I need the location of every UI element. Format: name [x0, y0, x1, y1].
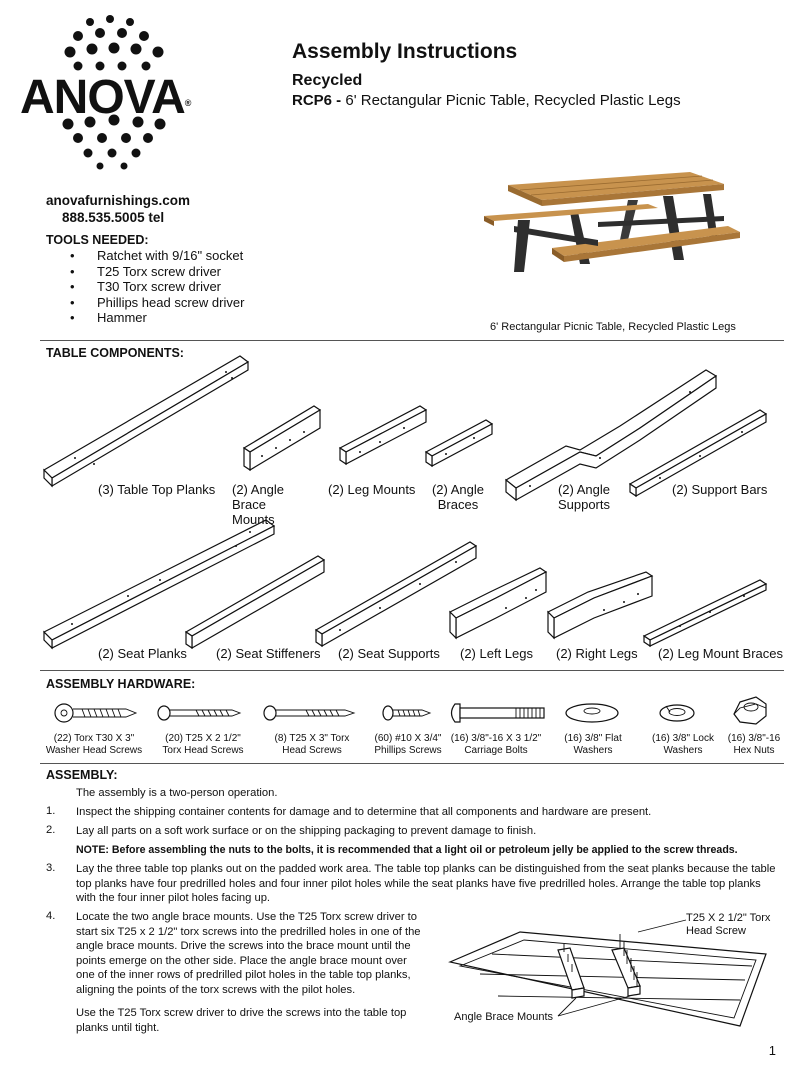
hardware-label: (16) 3/8"-16 Hex Nuts	[727, 733, 781, 756]
step-number: 4.	[46, 910, 56, 922]
component-label: (2) Support Bars	[672, 482, 768, 497]
hardware-label: (16) 3/8"-16 X 3 1/2" Carriage Bolts	[450, 733, 542, 756]
tool-item: • Hammer	[70, 310, 147, 325]
component-label: (2) Angle Supports	[557, 482, 611, 512]
component-label: (2) Angle Braces	[431, 482, 485, 512]
hardware-label: (22) Torx T30 X 3" Washer Head Screws	[45, 733, 143, 756]
hardware-label: (16) 3/8" Lock Washers	[652, 733, 714, 756]
website-link[interactable]: anovafurnishings.com	[46, 193, 191, 208]
hardware-label: (60) #10 X 3/4" Phillips Screws	[374, 733, 442, 756]
model-code: RCP6 -	[292, 92, 342, 109]
divider-hardware	[40, 763, 784, 764]
step-text: Lay the three table top planks out on the padded work area. The table top planks can be distinguished from the seat planks because the table top planks have four predrilled holes and four inner pilot holes while the seat planks have five predrilled holes. Arrange the table top planks with the four inner pilot holes facing up.	[76, 863, 776, 904]
lock-washer-icon	[660, 705, 694, 721]
step-text: Locate the two angle brace mounts. Use the T25 Torx screw driver to start six T25 x 2 1/2" torx screws into the predrilled holes in one of the angle brace mounts. Drive the screws into the brace mount until the points emerge on the other side. Place the angle brace mount over one of the inner rows of predrilled pilot holes in the table top planks, aligning the points of the torx screws with the pilot holes.	[76, 911, 421, 996]
component-label: (2) Seat Planks	[98, 646, 187, 661]
step-number: 2.	[46, 824, 56, 836]
tool-item: • Ratchet with 9/16" socket	[70, 248, 244, 263]
phillips-screw-icon	[383, 706, 430, 720]
model-desc: 6' Rectangular Picnic Table, Recycled Plastic Legs	[345, 92, 681, 109]
step-text: Inspect the shipping container contents for damage and to determine that all components and hardware are present.	[76, 806, 652, 818]
page-title: Assembly Instructions	[292, 40, 518, 63]
hardware-label: (20) T25 X 2 1/2" Torx Head Screws	[162, 733, 244, 756]
hardware-label: (16) 3/8" Flat Washers	[564, 733, 622, 756]
phone-number: 888.535.5005 tel	[62, 210, 165, 225]
component-label: (2) Angle Brace Mounts	[232, 482, 285, 527]
step-number: 1.	[46, 805, 56, 817]
torx-head-screw-long-icon	[264, 706, 354, 720]
step-text: Lay all parts on a soft work surface or on the shipping packaging to prevent damage to finish.	[76, 825, 537, 837]
diagram-label-screw: T25 X 2 1/2" Torx Head Screw	[686, 912, 771, 937]
assembly-note: NOTE: Before assembling the nuts to the bolts, it is recommended that a light oil or petroleum jelly be applied to the screw threads.	[76, 844, 738, 856]
component-label: (2) Leg Mount Braces	[658, 646, 784, 661]
components-heading: TABLE COMPONENTS:	[46, 346, 184, 360]
hex-nut-icon	[734, 697, 766, 724]
diagram-label-mounts: Angle Brace Mounts	[454, 1011, 554, 1023]
assembly-heading: ASSEMBLY:	[46, 768, 118, 782]
component-label: (2) Leg Mounts	[328, 482, 416, 497]
page-number: 1	[768, 1043, 776, 1058]
component-label: (2) Seat Stiffeners	[216, 646, 321, 661]
registered-mark: ®	[184, 98, 191, 108]
carriage-bolt-icon	[452, 704, 545, 722]
tool-item: • T30 Torx screw driver	[70, 279, 222, 294]
product-image-caption: 6' Rectangular Picnic Table, Recycled Plastic Legs	[490, 321, 736, 333]
step-number: 3.	[46, 862, 56, 874]
washer-head-screw-icon	[55, 704, 136, 722]
component-label: (2) Seat Supports	[338, 646, 440, 661]
component-label: (3) Table Top Planks	[98, 482, 216, 497]
hardware-heading: ASSEMBLY HARDWARE:	[46, 677, 196, 691]
logo-wordmark: ANOVA®	[20, 71, 191, 124]
subtitle: Recycled	[292, 72, 363, 89]
flat-washer-icon	[566, 704, 618, 722]
component-label: (2) Left Legs	[460, 646, 533, 661]
tool-item: • Phillips head screw driver	[70, 294, 245, 310]
tool-item: • T25 Torx screw driver	[70, 263, 222, 279]
assembly-intro: The assembly is a two-person operation.	[76, 787, 278, 799]
step-text-followup: Use the T25 Torx screw driver to drive the screws into the table top planks until tight.	[76, 1007, 407, 1034]
hardware-label: (8) T25 X 3" Torx Head Screws	[274, 733, 350, 756]
component-label: (2) Right Legs	[556, 646, 638, 661]
tools-heading: TOOLS NEEDED:	[46, 233, 149, 247]
torx-head-screw-short-icon	[158, 706, 240, 720]
